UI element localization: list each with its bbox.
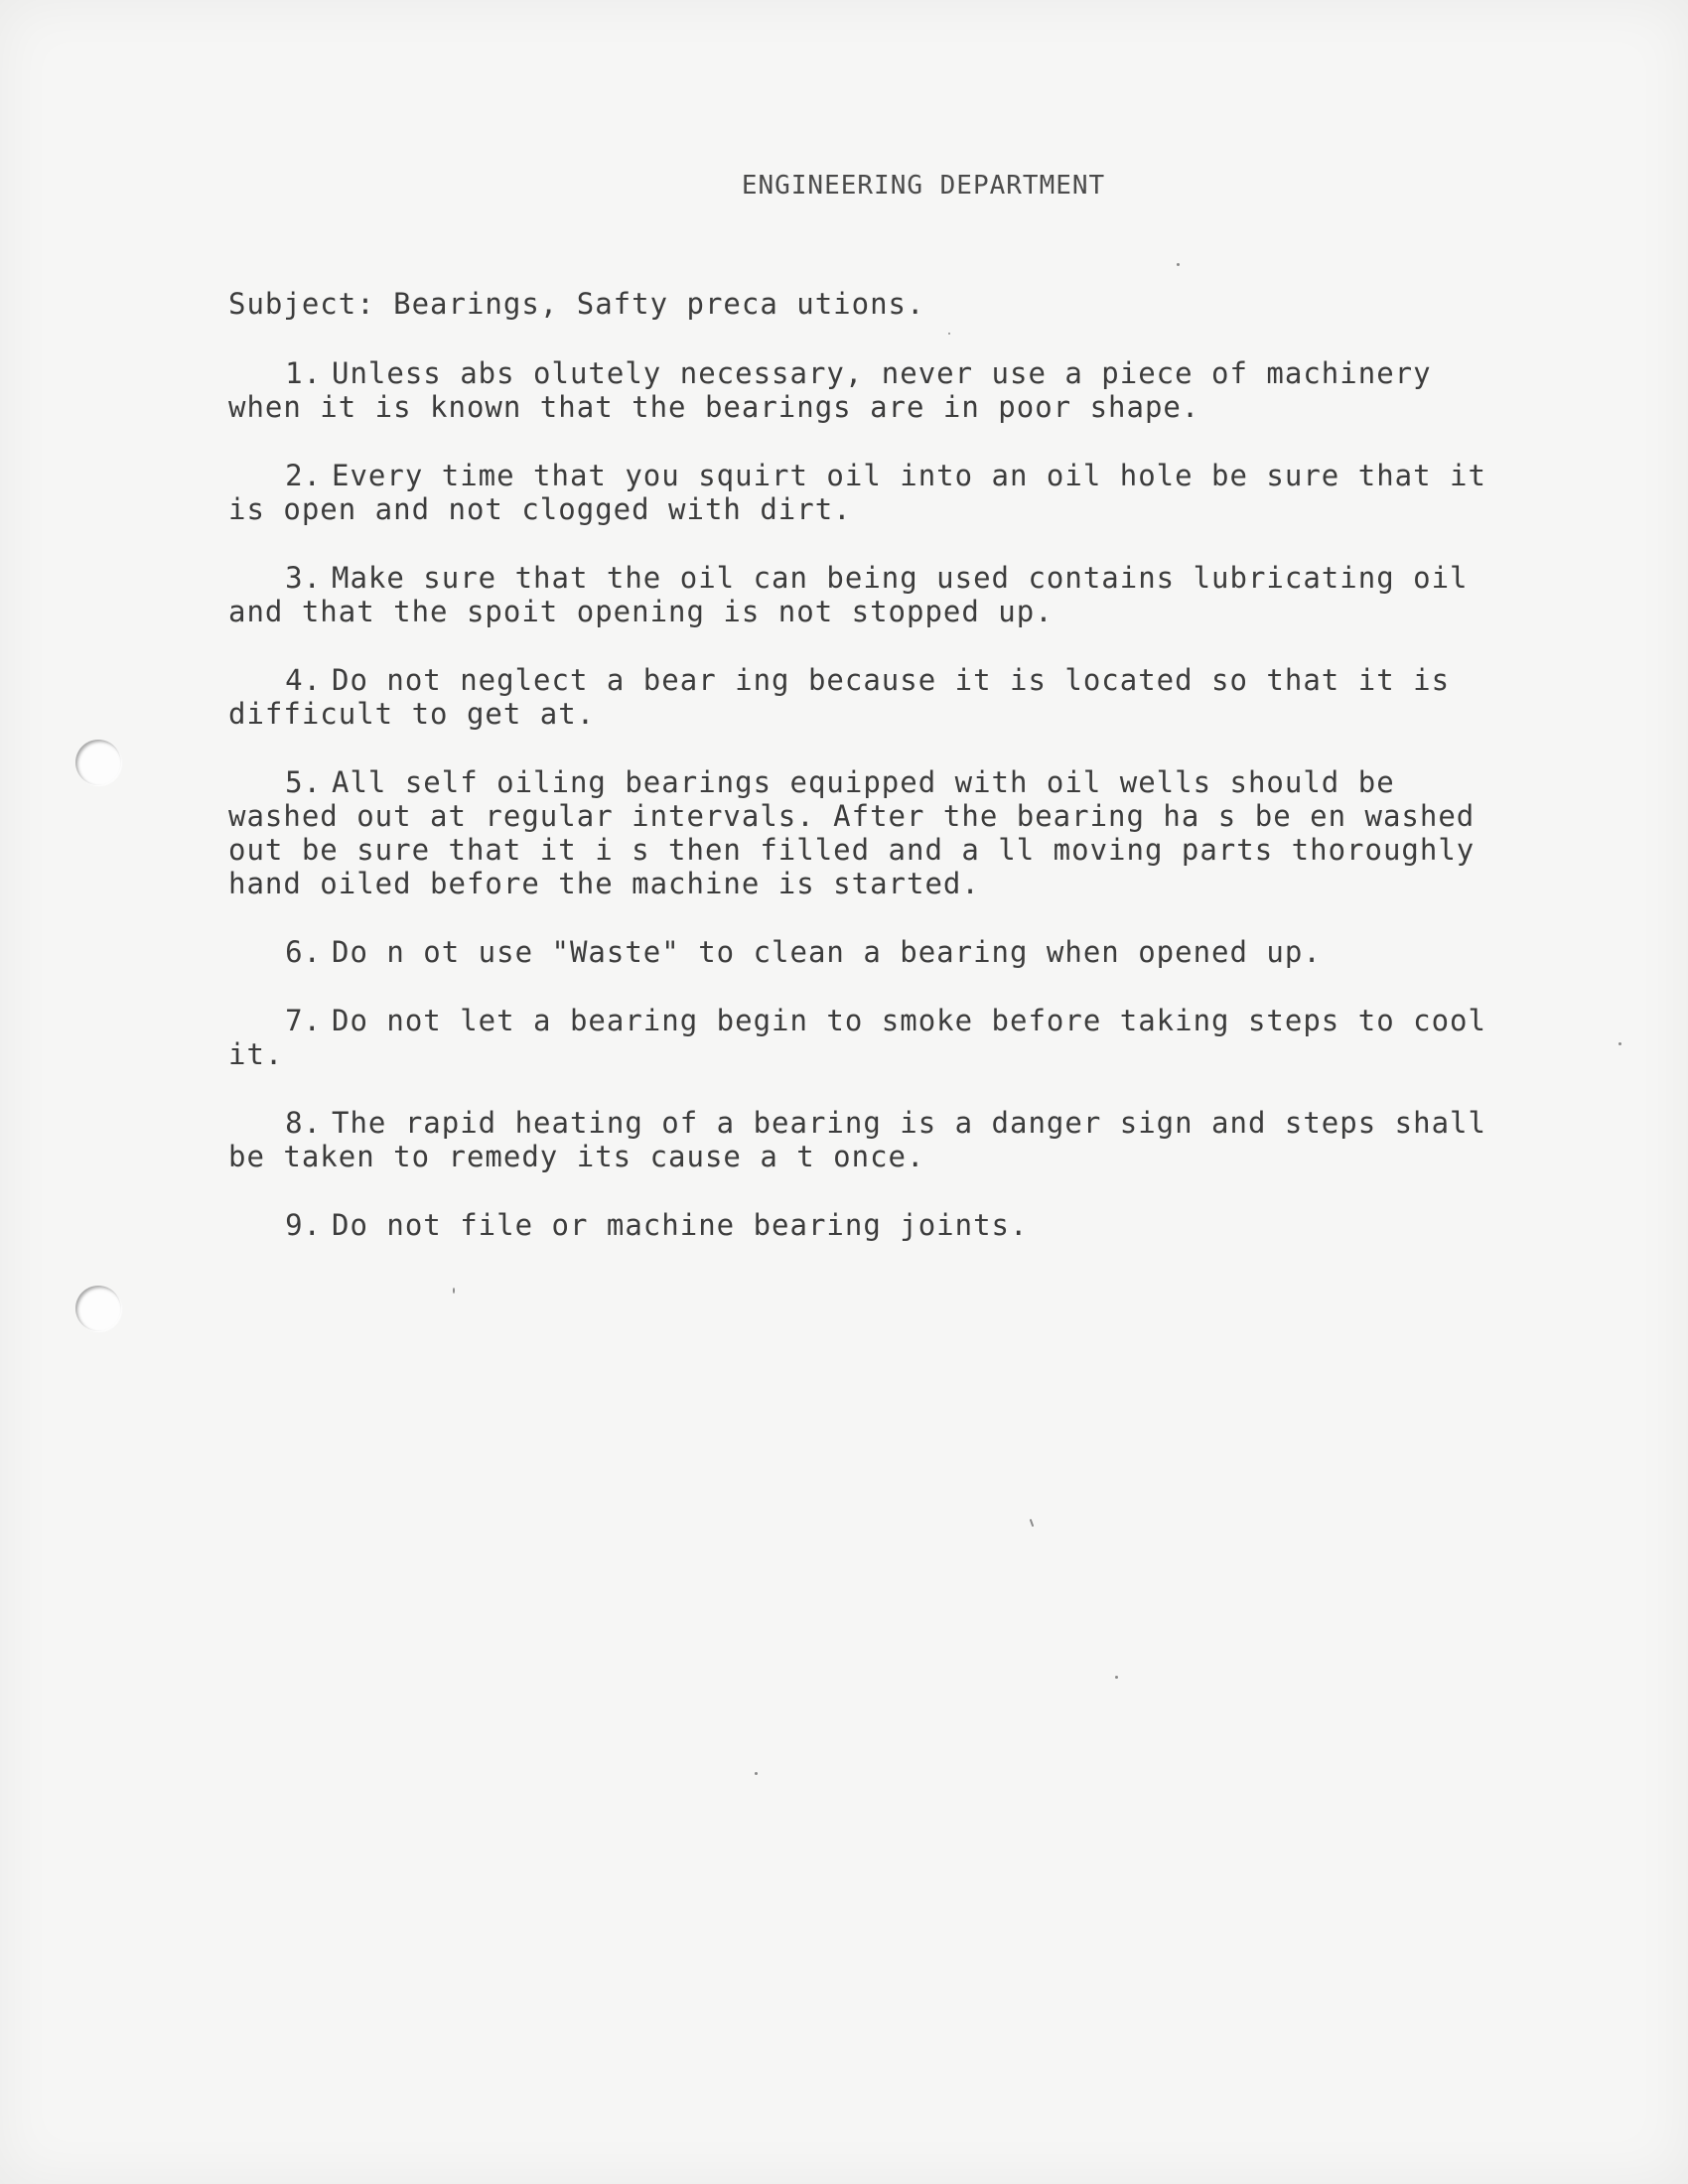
item-number: 6. (285, 935, 322, 969)
item-text: Do not file or machine bearing joints. (332, 1208, 1029, 1242)
subject-line: Subject: Bearings, Safty preca utions. (228, 287, 925, 321)
item-number: 4. (285, 663, 322, 697)
list-item (228, 1106, 1519, 1173)
item-text: The rapid heating of a bearing is a danger sign and steps shall be taken to remedy its cause a t once. (228, 1106, 1486, 1173)
list-item (228, 356, 1519, 424)
punch-hole (75, 1286, 121, 1331)
department-heading: ENGINEERING DEPARTMENT (741, 171, 1106, 201)
item-number: 5. (285, 765, 322, 799)
list-item (228, 663, 1519, 731)
item-text: Do n ot use "Waste" to clean a bearing when opened up. (332, 935, 1322, 969)
item-number: 8. (285, 1106, 322, 1140)
paper-speck (1030, 1519, 1035, 1527)
item-number: 2. (285, 459, 322, 492)
item-number: 7. (285, 1004, 322, 1037)
list-item (228, 561, 1519, 628)
item-text: Make sure that the oil can being used contains lubricating oil and that the spoit opening is not stopped up. (228, 561, 1469, 628)
item-number: 3. (285, 561, 322, 595)
list-item (228, 459, 1519, 526)
precaution-list (228, 356, 1519, 1242)
item-text: All self oiling bearings equipped with oil wells should be washed out at regular intervals. After the bearing ha s be en washed out be sure that it i s then filled and a ll moving parts thoroughly hand oiled before the machine is started. (228, 765, 1476, 900)
item-text: Do not let a bearing begin to smoke before taking steps to cool it. (228, 1004, 1486, 1071)
paper-speck (1115, 1676, 1118, 1679)
punch-hole (75, 740, 121, 785)
typed-memo (228, 169, 1519, 1277)
item-number: 1. (285, 356, 322, 390)
item-number: 9. (285, 1208, 322, 1242)
list-item (228, 1208, 1519, 1242)
paper-speck (453, 1288, 455, 1294)
paper-speck (1618, 1042, 1621, 1045)
item-text: Every time that you squirt oil into an oil hole be sure that it is open and not clogged with dirt. (228, 459, 1486, 526)
item-text: Do not neglect a bear ing because it is located so that it is difficult to get at. (228, 663, 1451, 731)
paper-speck (755, 1772, 758, 1775)
list-item (228, 1004, 1519, 1071)
item-text: Unless abs olutely necessary, never use a piece of machinery when it is known that the bearings are in poor shape. (228, 356, 1432, 424)
list-item (228, 935, 1519, 969)
list-item (228, 765, 1519, 900)
